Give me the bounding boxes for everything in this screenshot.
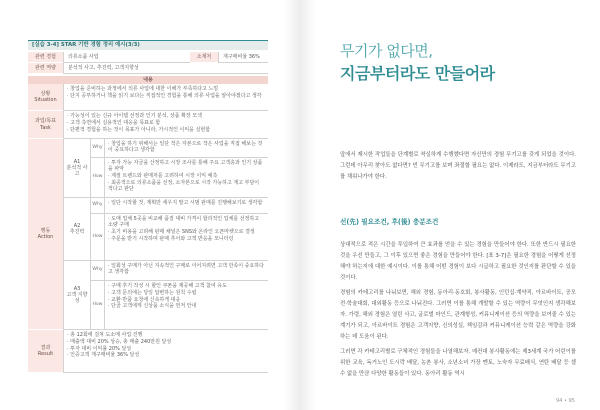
section-subheading: 선(先) 필요조건, 후(後) 충분조건 (340, 218, 439, 226)
list-item: · 투자 가능 자금을 산정하고 시장 조사를 통해 주요 고객층과 인기 상품을 파악 (108, 160, 263, 173)
situation-label-en: Situation (34, 97, 57, 103)
list-item: · 초기 비용을 고려해 판매 채널은 SNS와 온라인 오픈마켓으로 결정 (108, 229, 255, 235)
content-header: 내용 (28, 76, 268, 84)
competency-label: 관련 역량 (28, 63, 63, 74)
how-content (104, 281, 268, 330)
why-label: Why (90, 198, 104, 214)
result-label (28, 330, 63, 373)
metric-label: 소재처 (190, 52, 218, 63)
action-label-ko: 행동 (40, 227, 51, 234)
result-content (63, 330, 268, 373)
list-item: · 도매 업체 5곳을 비교해 품질 대비 가격이 합리적인 업체를 선정하고 소량 구매 (108, 216, 260, 229)
how-label: How (90, 214, 104, 261)
body-text (340, 150, 576, 396)
list-item: · 인증고객 재구매비율 36% 달성 (67, 352, 140, 359)
action-competency: 추진력 (69, 229, 85, 235)
how-content (104, 158, 268, 198)
why-label: Why (90, 139, 104, 158)
metric-value: 재구매비율 36% (218, 52, 268, 63)
list-item: · 단골 고객에게 신상품 소식을 먼저 안내 (108, 303, 197, 310)
why-content (104, 139, 268, 158)
why-content (104, 261, 268, 281)
paragraph: 그러면 각 카테고리별로 구체적인 경험들을 나열해보자. 예컨대 봉사활동에는 제3세계 국가 어린이를 위한 교육, 독거노인 도시락 배달, 농촌 봉사, 소년소녀 가장 멘토, 노숙자 무료배식, 연탄 배달 등 셀 수 없을 만큼 다양한 활동들이 있다. 동아리 활동 역시 (340, 349, 576, 377)
result-label-en: Result (37, 351, 54, 357)
action-code: A2 (73, 222, 81, 229)
action-group-a1 (63, 139, 90, 198)
page-number: 94 • 95 (556, 398, 575, 404)
task-label-en: Task (40, 124, 51, 131)
list-item: · 최종적으로 의류소품을 선정, 소자본으로 시작 가능하고 재고 부담이 적다고 판단 (108, 179, 260, 192)
task-label (28, 111, 63, 139)
action-group-a2 (63, 198, 90, 261)
how-label: How (90, 158, 104, 198)
action-label (28, 139, 63, 330)
how-content (104, 214, 268, 261)
list-item: · 투자 대비 이익률 20% 달성 (67, 345, 132, 352)
situation-label-ko: 상황 (40, 90, 51, 97)
list-item: · 창업을 준비하는 과정에서 의류 사업에 대한 이해가 부족하다고 느낌 (67, 86, 219, 92)
list-item: · 일회성 구매가 아닌 지속적인 구매로 이어지려면 고객 만족이 중요하다고 생각함 (108, 263, 264, 276)
list-item: · 가능성이 있는 신규 아이템 선정과 인기 분석, 상품 확장 모색 (67, 113, 202, 119)
situation-content (63, 84, 268, 111)
action-code: A1 (73, 158, 81, 165)
experience-value: 의류소품 사업 (63, 52, 190, 63)
situation-label (28, 84, 63, 111)
list-item: · 창업을 하기 위해서는 일단 적은 자본으로 작은 사업을 직접 해보는 것이 중요하다고 생각함 (108, 141, 263, 154)
why-label: Why (90, 261, 104, 281)
result-label-ko: 결과 (40, 344, 51, 351)
paragraph: 상대적으로 적은 시간을 투입하여 큰 효과를 얻을 수 있는 경험을 만들어야 한다. 또한 반드시 필요한 것을 우선 만들고, 그 이후 있으면 좋은 경험을 만들어야 한다. [표 3-7]은 필요한 경험을 어떻게 선정해야 하는지에 대한 예시이다. 이를 통해 어떤 경험이 보다 시급하고 필요한 것인지를 판단할 수 있을 것이다. (340, 242, 576, 281)
list-item: · 총 12회에 걸쳐 도소매 사업 진행 (67, 332, 143, 338)
chapter-title-line-1: 무기가 없다면, (340, 42, 433, 60)
list-item: · 매출액 대비 20% 상승, 총 매출 240만원 달성 (67, 338, 172, 345)
action-group-a3 (63, 261, 90, 330)
right-page (300, 0, 600, 410)
table-title: [실습 3-4] STAR 기반 경험 정리 예시(3/3) (28, 40, 268, 50)
list-item: · 단편적 경험을 하는 것이 목표가 아니라, 가시적인 이익을 실현함 (67, 126, 211, 133)
list-item: · 일단 시작할 것, 계획만 세우지 말고 시범 판매를 진행해보기로 생각함 (108, 200, 263, 206)
chapter-title-line-2: 지금부터라도 만들어라 (340, 64, 495, 83)
list-item: · 주문을 받기 시작하며 판매 추이와 고객 반응을 모니터링 (108, 235, 234, 242)
list-item: · 계절 트렌드와 판매처를 고려하여 시장 이익 예측 (108, 173, 218, 179)
how-label: How (90, 281, 104, 330)
competency-value: 분석적 사고, 추진력, 고객지향성 (63, 63, 268, 74)
action-code: A3 (73, 285, 81, 292)
task-label-ko: 과업/목표 (34, 118, 56, 125)
action-label-en: Action (37, 234, 54, 240)
experience-label: 관련 경험 (28, 52, 63, 63)
action-competency: 고객 지향성 (66, 291, 88, 305)
intro-paragraph: 앞에서 제시한 작업들을 단계별로 착실하게 수행했다면 자신만의 경험 무기고를 갖게 되었을 것이다. 그런데 아무리 찾아도 없다면? 빈 무기고를 보며 좌절할 필요는 없다. 이제라도, 지금부터라도 무기고를 채워나가야 한다. (340, 152, 576, 180)
task-content (63, 111, 268, 139)
action-competency: 분석적 사고 (66, 164, 88, 178)
star-table (28, 40, 268, 373)
list-item: · 구매 후기 작성 시 할인 쿠폰을 제공해 고객 참여 유도 (108, 283, 227, 289)
list-item: · 고객 문의에는 당일 답변하는 원칙 수립 (108, 289, 197, 296)
list-item: · 교환·반품 요청에 신속하게 대응 (108, 296, 181, 303)
list-item: · 고객 측면에서 실용적인 대응을 목표로 함 (67, 119, 161, 126)
list-item: · 단지 공부하거나 책을 읽기 보다는 직접적인 경험을 통해 의류 사업을 알아야겠다고 생각 (67, 92, 262, 99)
paragraph: 경험의 카테고리를 나눠보면, 해외 경험, 동아리·동호회, 봉사활동, 인턴십·계약직, 아르바이트, 공모전·학술대회, 대외활동 등으로 나눠진다. 그러면 이를 통해 개발할 수 있는 역량이 무엇인지 생각해보자. 가령, 해외 경험은 열린 사고, 글로벌 마인드, 관계형성, 커뮤니케이션 등의 역량을 보여줄 수 있는 계기가 되고, 아르바이트 경험은 고객지향, 신의성실, 책임감과 커뮤니케이션 능력 같은 역량을 강화하는 데 도움이 된다. (340, 290, 576, 340)
why-content (104, 198, 268, 214)
